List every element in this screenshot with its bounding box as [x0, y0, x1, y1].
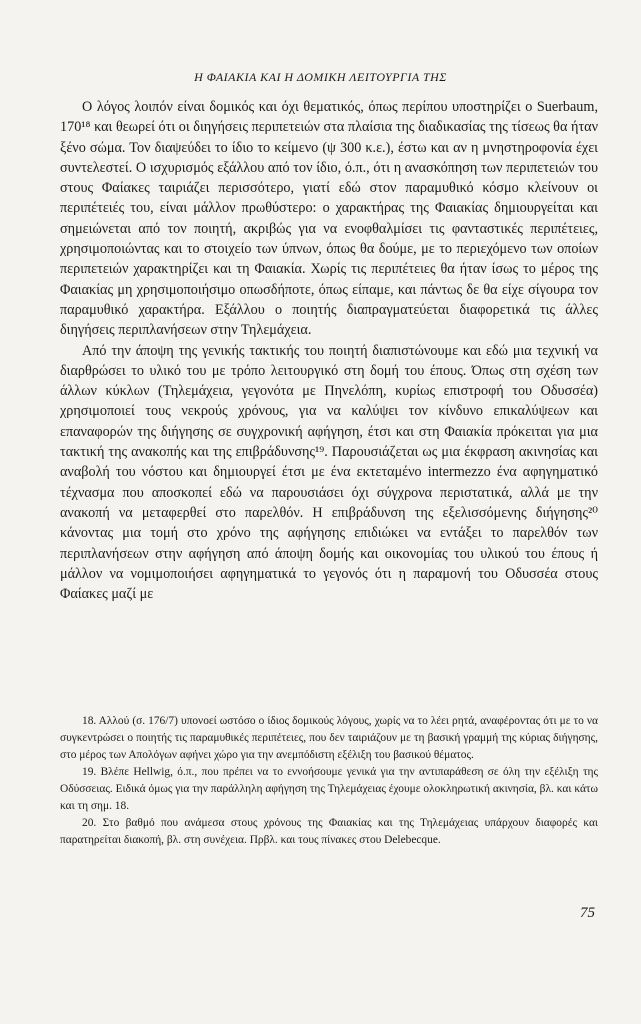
footnote-18: 18. Αλλού (σ. 176/7) υπονοεί ωστόσο ο ίδιος δομικούς λόγους, χωρίς να το λέει ρητά, αναφέροντας ότι με το να συγκεντρώσει ο ποιητής τις παραμυθικές περιπέτειες, που δεν ταιριάζουν με τη βασική γραμμή της κύριας διήγησης, στο μέρος των Απολόγων αφήνει χώρο για την ανεμπόδιστη εξέλιξη του βασικού θέματος. — [60, 715, 598, 761]
paragraph: Ο λόγος λοιπόν είναι δομικός και όχι θεματικός, όπως περίπου υποστηρίζει ο Suerbaum, 170¹⁸ και θεωρεί ότι οι διηγήσεις περιπετειών στα πλαίσια της διαδικασίας της τίσεως θα ήταν ξένο σώμα. Τον διαψεύδει το ίδιο το κείμενο (ψ 300 κ.ε.), έστω και αν η μνηστηροφονία έχει συντελεστεί. Ο ισχυρισμός εξάλλου από τον ίδιο, ό.π., ότι η ανασκόπηση των περιπετειών του στους Φαίακες ταιριάζει περισσότερο, γιατί εδώ στον παραμυθικό κόσμο κλείνουν οι περιπέτειές του, είναι μάλλον πρωθύστερο: ο χαρακτήρας της Φαιακίας δημιουργείται και σημειώνεται από τον ποιητή, ακριβώς για να ενοφθαλμίσει τις φανταστικές περιπέτειες, χρησιμοποιώντας και το στοιχείο των ύπνων, όπως θα δούμε, με το περιεχόμενο των οποίων περιπετειών χαρακτηρίζει και τη Φαιακία. Χωρίς τις περιπέτειες θα ήταν ίσως το μέρος της Φαιακίας μη χρησιμοποιήσιμο οπωσδήποτε, όπως είπαμε, και πάντως δε θα είχε σίγουρα τον παραμυθικό χαρακτήρα. Εξάλλου ο ποιητής διαπραγματεύεται διαφορετικά τις άλλες διηγήσεις περιπλανήσεων στην Τηλεμάχεια. — [60, 99, 598, 339]
footnotes — [60, 713, 598, 849]
body-text — [60, 97, 598, 604]
running-head: Η ΦΑΙΑΚΙΑ ΚΑΙ Η ΔΟΜΙΚΗ ΛΕΙΤΟΥΡΓΙΑ ΤΗΣ — [194, 70, 447, 84]
footnote-19: 19. Βλέπε Hellwig, ό.π., που πρέπει να το εννοήσουμε γενικά για την αντιπαράθεση σε όλη την εξέλιξη της Οδύσσειας. Ειδικά όμως για την παράλληλη αφήγηση της Τηλεμάχειας έχουμε ολοκληρωτική ακινησία, βλ. και κάτω και τη σημ. 18. — [60, 766, 598, 812]
page-number: 75 — [580, 905, 595, 921]
footnote-20: 20. Στο βαθμό που ανάμεσα στους χρόνους της Φαιακίας και της Τηλεμάχειας υπάρχουν διαφορές και παρατηρείται διακοπή, βλ. στη συνέχεια. Πρβλ. και τους πίνακες στου Delebecque. — [60, 817, 598, 846]
paragraph: Από την άποψη της γενικής τακτικής του ποιητή διαπιστώνουμε και εδώ μια τεχνική να διαρθρώσει το υλικό του με τρόπο λειτουργικό στη δομή του έπους. Όπως στη σχέση των άλλων κύκλων (Τηλεμάχεια, γεγονότα με Πηνελόπη, κυρίως επιστροφή του Οδυσσέα) χρησιμοποιεί τους νεκρούς χρόνους, για να καλύψει τον κίνδυνο επικαλύψεων και επαναφορών της διήγησης σε συγχρονική αφήγηση, έτσι και στη Φαιακία πρόκειται για μια τακτική της ανακοπής και της επιβράδυνσης¹⁹. Παρουσιάζεται ως μια έκφραση ακινησίας και αναβολή του νόστου και δημιουργεί έτσι με ένα εκτεταμένο intermezzo ένα αφηγηματικό τέχνασμα που αποσκοπεί εδώ να παρουσιάσει όχι σύγχρονα περιστατικά, αλλά με την ανακοπή να μεταφερθεί στο παρελθόν. Η επιβράδυνση της εξελισσόμενης διήγησης²⁰ κάνοντας μια τομή στο χρόνο της αφήγησης επιδιώκει να εντάξει το παρελθόν των περιπλανήσεων στην αφήγηση από άποψη δομής και οικονομίας του υλικού του έπους ή μάλλον να νομιμοποιήσει αφηγηματικά το γεγονός ότι η παραμονή του Οδυσσέα στους Φαίακες μαζί με — [60, 342, 598, 603]
